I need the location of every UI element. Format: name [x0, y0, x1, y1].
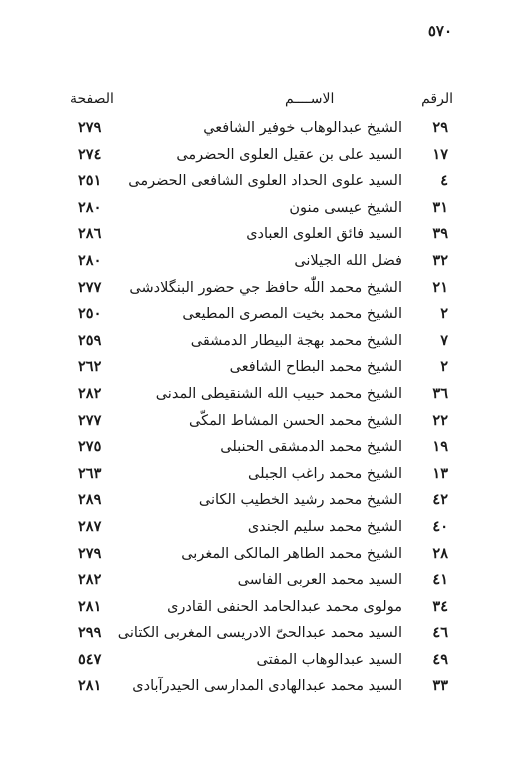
- row-name: الشيخ محمد اللّٰه حافظ جي حضور البنگلادشى: [129, 279, 402, 296]
- row-name: الشيخ محمد الدمشقى الحنبلى: [220, 439, 402, 456]
- table-row: [0, 489, 526, 516]
- row-name: الشيخ محمد الحسن المشاط المكّى: [189, 412, 402, 429]
- row-name: الشيخ محمد سليم الجندى: [247, 518, 402, 535]
- row-number: ٢٨: [432, 544, 448, 562]
- row-page: ٢٧٩: [78, 544, 102, 562]
- row-page: ٢٧٥: [78, 438, 102, 456]
- row-number: ٤٦: [432, 624, 448, 642]
- row-name: الشيخ عيسى منون: [289, 199, 402, 216]
- row-name: الشيخ محمد بخيت المصرى المطيعى: [182, 306, 402, 323]
- row-page: ٢٧٤: [78, 145, 102, 163]
- page-column-header: الصفحة: [70, 91, 114, 107]
- index-list: [0, 117, 526, 702]
- table-row: [0, 330, 526, 357]
- row-page: ٥٤٧: [78, 650, 102, 668]
- row-name: السيد علوى الحداد العلوى الشافعى الحضرمى: [128, 173, 402, 190]
- row-number: ٣٢: [432, 251, 448, 269]
- row-page: ٢٨٠: [78, 198, 102, 216]
- table-row: [0, 569, 526, 596]
- row-page: ٢٥٩: [78, 331, 102, 349]
- row-number: ٧: [440, 331, 448, 349]
- table-row: [0, 117, 526, 144]
- table-row: [0, 649, 526, 676]
- row-number: ٢: [440, 305, 448, 323]
- row-name: الشيخ محمد رشيد الخطيب الكانى: [198, 492, 402, 509]
- row-name: السيد محمد عبدالهادى المدارسى الحيدرآبادى: [132, 678, 402, 695]
- row-name: السيد عبدالوهاب المفتى: [256, 651, 402, 668]
- row-number: ١٩: [432, 438, 448, 456]
- row-name: السيد على بن عقيل العلوى الحضرمى: [176, 146, 402, 163]
- table-row: [0, 436, 526, 463]
- table-row: [0, 410, 526, 437]
- row-number: ٤: [440, 172, 448, 190]
- row-name: الشيخ محمد الطاهر المالكى المغربى: [181, 545, 402, 562]
- table-row: [0, 250, 526, 277]
- table-row: [0, 516, 526, 543]
- row-name: السيد محمد عبدالحىّ الادريسى المغربى الكتانى: [117, 625, 402, 642]
- row-page: ٢٨٧: [78, 517, 102, 535]
- row-name: فضل الله الجيلانى: [294, 252, 402, 269]
- row-page: ٢٩٩: [78, 624, 102, 642]
- row-name: الشيخ محمد حبيب الله الشنقيطى المدنى: [155, 385, 402, 402]
- table-row: [0, 543, 526, 570]
- row-number: ١٧: [432, 145, 448, 163]
- row-name: الشيخ عبدالوهاب خوفير الشافعي: [203, 120, 402, 136]
- table-row: [0, 675, 526, 702]
- table-row: [0, 144, 526, 171]
- row-page: ٢٨٩: [78, 491, 102, 509]
- row-number: ٤٠: [432, 517, 448, 535]
- table-header: [0, 91, 526, 113]
- name-column-header: الاســــم: [285, 91, 335, 107]
- row-page: ٢٧٧: [78, 278, 102, 296]
- table-row: [0, 303, 526, 330]
- row-number: ٣٣: [432, 677, 448, 695]
- number-column-header: الرقم: [421, 91, 453, 107]
- table-row: [0, 463, 526, 490]
- table-row: [0, 197, 526, 224]
- row-number: ٣٩: [432, 225, 448, 243]
- table-row: [0, 622, 526, 649]
- row-number: ٣٤: [432, 597, 448, 615]
- table-row: [0, 596, 526, 623]
- row-page: ٢٥١: [78, 172, 102, 190]
- table-row: [0, 383, 526, 410]
- row-page: ٢٨٢: [78, 571, 102, 589]
- row-name: الشيخ محمد راغب الجبلى: [248, 465, 402, 482]
- row-name: مولوى محمد عبدالحامد الحنفى القادرى: [167, 598, 402, 615]
- row-page: ٢٦٣: [78, 464, 102, 482]
- row-number: ٣٦: [432, 384, 448, 402]
- row-name: الشيخ محمد بهجة البيطار الدمشقى: [190, 332, 402, 349]
- row-page: ٢٧٧: [78, 411, 102, 429]
- row-number: ٣١: [432, 198, 448, 216]
- row-number: ٢٩: [432, 119, 448, 136]
- row-page: ٢٨٢: [78, 384, 102, 402]
- row-page: ٢٨١: [78, 597, 102, 615]
- row-page: ٢٥٠: [78, 305, 102, 323]
- row-number: ١٣: [432, 464, 448, 482]
- table-row: [0, 170, 526, 197]
- row-number: ٤٩: [432, 650, 448, 668]
- row-number: ٢: [440, 358, 448, 376]
- row-page: ٢٦٢: [78, 358, 102, 376]
- row-number: ٢١: [432, 278, 448, 296]
- row-number: ٤٢: [432, 491, 448, 509]
- table-row: [0, 277, 526, 304]
- table-row: [0, 223, 526, 250]
- row-page: ٢٨٦: [78, 225, 102, 243]
- row-page: ٢٨٠: [78, 251, 102, 269]
- row-name: السيد محمد العربى الفاسى: [237, 572, 402, 589]
- row-name: الشيخ محمد البطاح الشافعى: [229, 359, 402, 376]
- row-page: ٢٨١: [78, 677, 102, 695]
- row-name: السيد فائق العلوى العبادى: [246, 226, 402, 243]
- row-number: ٤١: [432, 571, 448, 589]
- page-number: ٥٧٠: [427, 22, 452, 40]
- row-number: ٢٢: [432, 411, 448, 429]
- table-row: [0, 356, 526, 383]
- row-page: ٢٧٩: [78, 119, 102, 136]
